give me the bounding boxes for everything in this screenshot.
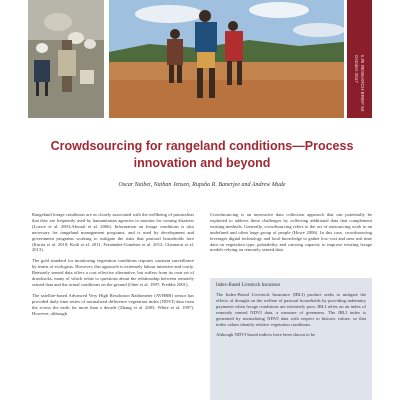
boxout-body <box>216 292 366 343</box>
paragraph: Rangeland forage conditions are as closely associated with the wellbeing of pastoralists that they are frequently used by humanitarian agencies to monitor for coming disasters (Loewe et al. 2003;Akwaal et al. 2006). Information on forage conditions is also necessary for rangeland management programs, and is used by development and government programs working to mitigate the risks that pastoral households face (Kurita et al. 2010; Kodi et al. 2011, Fernández-Giménez et al. 2012; Chantarat et al. 2013). <box>32 212 194 253</box>
banner-date: October 2017 <box>354 55 359 83</box>
paragraph: The Index-Based Livestock Insurance (IBLI) product seeks to mitigate the effects of drought on the welfare of pastoral households by providing indemnity payments when forage conditions are extremely poor. IBLI relies on an index of remotely sensed NDVI data, a measure of greenness. The IBLI index is generated by normalizing NDVI data with respect to historic values, so that index values identify relative vegetation conditions. <box>216 292 366 327</box>
left-column <box>32 212 194 322</box>
authors-line: Oscar Naibei, Nathan Jensen, Rupsha R. Banerjee and Andrew Mude <box>118 182 286 188</box>
paragraph: Crowdsourcing is an innovative data collection approach that can potentially be exploited to address these challenges by collecting additional data that complement existing methods. Generally, crowdsourcing refers to the act of outsourcing work to an undefined and often large group of people (Howe 2006). In this case, crowdsourcing leverages digital technology and local knowledge to gather low-cost and near real time data on vegetation type, palatability and carrying capacity to improve existing forage models relying on remotely sensed data. <box>210 212 372 253</box>
paragraph: Although NDVI-based indices have been shown to be <box>216 332 316 338</box>
pastoralists-photo-illustration <box>109 0 344 118</box>
photo-goats <box>28 0 104 118</box>
paragraph: The satellite-based Advanced Very High Resolution Radiometer (AVHRR) sensor has provided daily time series of normalized difference vegetation index (NDVI) data from the across the earth for more than a decade (Zhang et al. 2003; White et al. 1997). However, although <box>32 292 194 316</box>
brief-banner <box>347 0 372 118</box>
ibli-boxout <box>210 278 372 400</box>
paragraph: The gold standard for monitoring vegetation conditions requires constant surveillance by teams of ecologists. However, this approach is extremely labour intensive and costly. Remotely sensed data offers a cost effective alternative, but suffers from its own set of drawbacks, many of which relate to questions about the relationship between remotely sensed data and the actual conditions on the ground (Otter et al. 1997; Freddie 2001). <box>32 258 194 287</box>
photo-pastoralists <box>109 0 344 118</box>
banner-series: ILRI RESEARCH BRIEF 84 <box>360 55 365 112</box>
boxout-title: Index-Based Livestock Insurance <box>216 283 281 288</box>
banner-text <box>353 55 365 111</box>
right-column <box>210 212 372 258</box>
page-title: Crowdsourcing for rangeland conditions—Process innovation and beyond <box>50 139 354 170</box>
goats-photo-illustration <box>28 0 104 118</box>
